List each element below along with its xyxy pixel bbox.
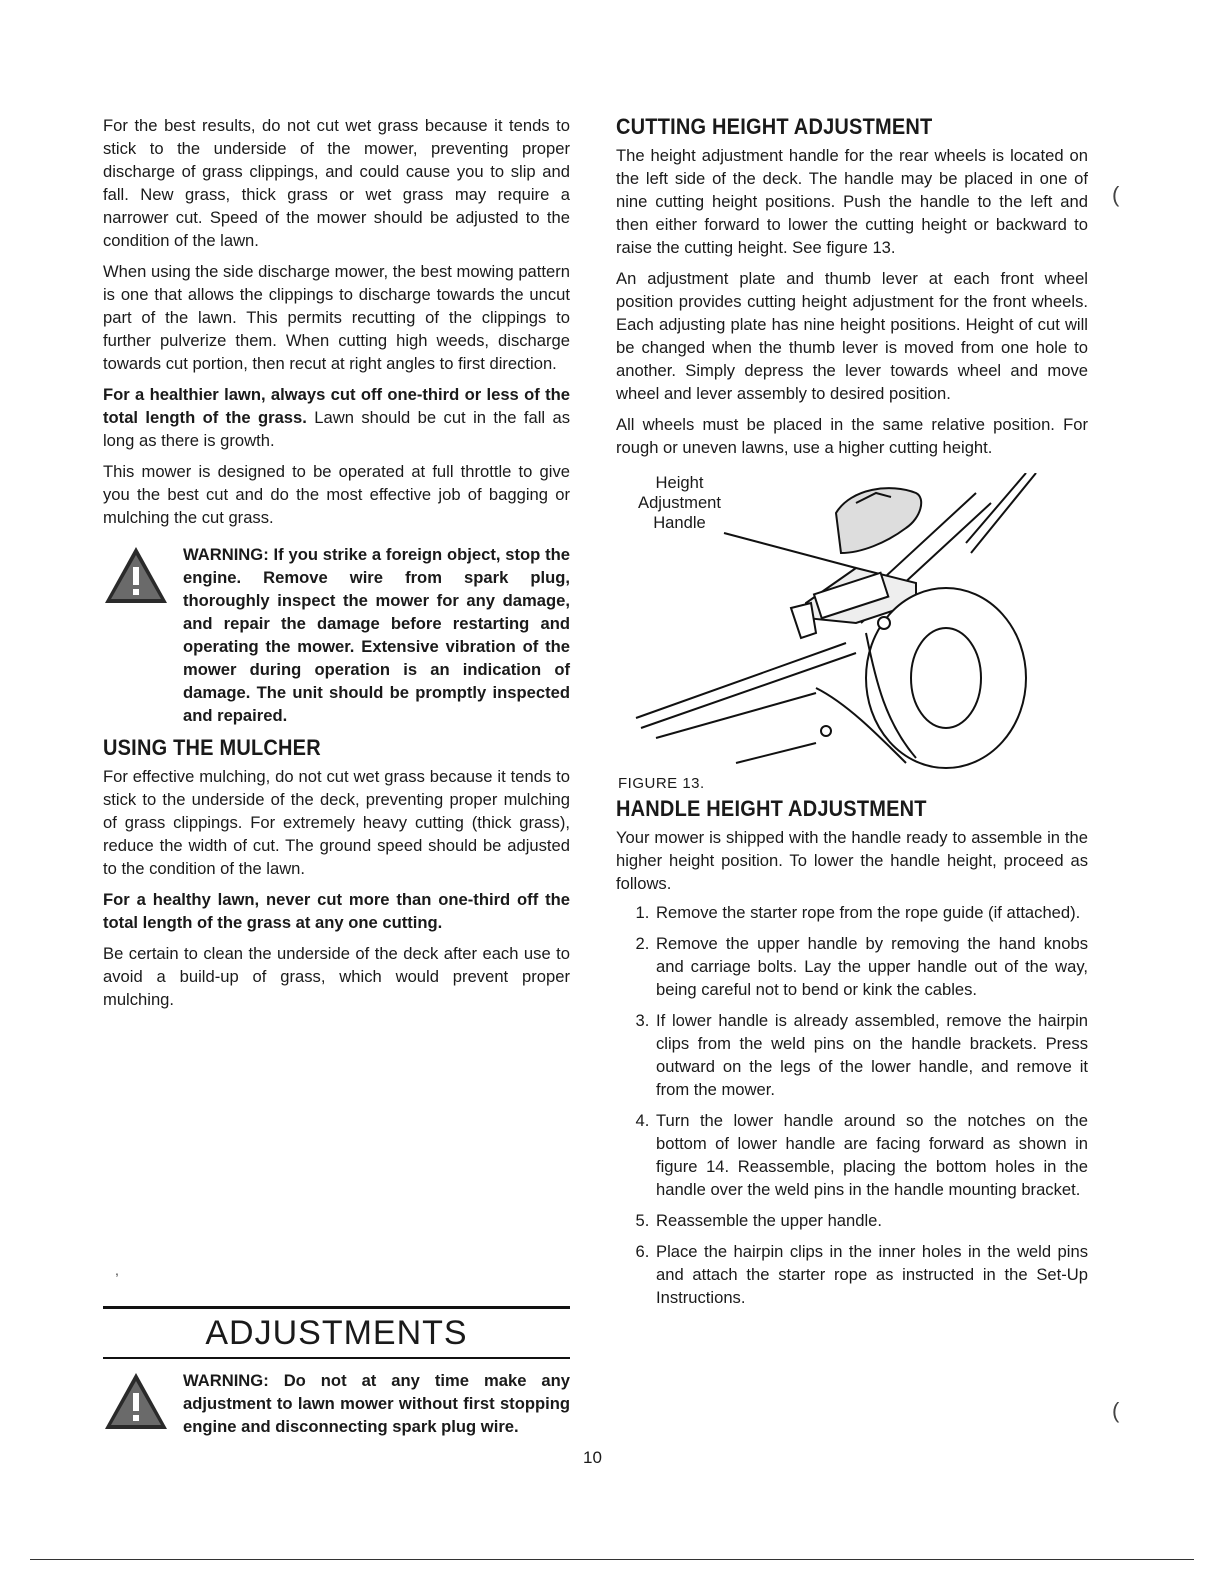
scan-mark-tick: , (115, 1262, 119, 1278)
right-column (616, 114, 1088, 1317)
paragraph-handle-shipped: Your mower is shipped with the handle ready to assemble in the higher height position. To lower the handle height, proceed as follows. (616, 828, 1088, 893)
left-column (103, 114, 570, 1019)
adjustments-title: ADJUSTMENTS (205, 1314, 468, 1352)
warning-triangle-icon (103, 1371, 169, 1431)
figure-label-height: Height (655, 473, 704, 492)
paragraph-mowing-pattern: When using the side discharge mower, the best mowing pattern is one that allows the clippings to discharge towards the uncut part of the lawn. This permits recutting of the clippings to further pulverize them. When cutting high weeds, discharge towards cut portion, then recut at right angles to first direction. (103, 262, 570, 373)
list-item: 4. Turn the lower handle around so the notches on the bottom of lower handle are facing forward as shown in figure 14. Reassemble, placing the bottom holes in the handle over the weld pins in the handle mounting bracket. (654, 1109, 1088, 1201)
paragraph-rear-wheel-handle: The height adjustment handle for the rear wheels is located on the left side of the deck. The handle may be placed in one of nine cutting height positions. Push the handle to the left and then either forward to lower the cutting height or backward to raise the cutting height. See figure 13. (616, 146, 1088, 257)
figure-label-handle: Handle (653, 513, 706, 532)
list-item: 5. Reassemble the upper handle. (654, 1209, 1088, 1232)
list-item: 1. Remove the starter rope from the rope guide (if attached). (654, 901, 1088, 924)
heading-using-the-mulcher: USING THE MULCHER (103, 736, 321, 761)
heading-handle-height-adjustment: HANDLE HEIGHT ADJUSTMENT (616, 797, 927, 822)
paragraph-effective-mulching: For effective mulching, do not cut wet grass because it tends to stick to the underside of the deck, preventing proper mulching of grass clippings. For extremely heavy cutting (thick grass), reduce the width of cut. The ground speed should be adjusted to the condition of the lawn. (103, 767, 570, 878)
list-item: 3. If lower handle is already assembled, remove the hairpin clips from the weld pins on the handle brackets. Press outward on the legs of the lower handle, and remove it from the mower. (654, 1009, 1088, 1101)
paragraph-front-wheel-plate: An adjustment plate and thumb lever at each front wheel position provides cutting height adjustment for the front wheels. Each adjusting plate has nine height positions. Height of cut will be changed when the thumb lever is moved from one hole to another. Simply depress the lever towards wheel and move wheel and lever assembly to desired position. (616, 269, 1088, 403)
warning-foreign-object-text: WARNING: If you strike a foreign object, stop the engine. Remove wire from spark plug, thoroughly inspect the mower for any damage, and repair the damage before restarting and operating the mower. Extensive vibration of the mower during operation is an indication of damage. The unit should be promptly inspected and repaired. (183, 545, 570, 725)
scan-mark-bracket: ( (1112, 1398, 1120, 1423)
figure-caption: FIGURE 13. (618, 775, 705, 792)
mower-wheel-illustration (616, 473, 1076, 773)
healthier-lawn-bold: For a healthier lawn, always cut off one-third or less of the total length of the grass. (103, 385, 570, 427)
handle-steps-list (616, 901, 1088, 1309)
adjustments-section (103, 1306, 570, 1446)
paragraph-wet-grass: For the best results, do not cut wet grass because it tends to stick to the underside of the mower, preventing proper discharge of grass clippings, and could cause you to slip and fall. New grass, thick grass or wet grass may require a narrower cut. Speed of the mower should be adjusted to the condition of the lawn. (103, 116, 570, 250)
figure-13 (616, 473, 1076, 773)
figure-label-adjustment: Adjustment (638, 493, 722, 512)
adjustments-bottom-rule (103, 1357, 570, 1359)
healthier-lawn-rest: Lawn should be cut in the fall as long as there is growth. (103, 408, 571, 450)
warning-foreign-object (103, 543, 570, 727)
list-item: 6. Place the hairpin clips in the inner holes in the weld pins and attach the starter rope as instructed in the Set-Up Instructions. (654, 1240, 1088, 1309)
paragraph-clean-underside: Be certain to clean the underside of the deck after each use to avoid a build-up of grass, which would prevent proper mulching. (103, 944, 570, 1009)
warning-triangle-icon (103, 545, 169, 605)
paragraph-full-throttle: This mower is designed to be operated at full throttle to give you the best cut and do the most effective job of bagging or mulching the cut grass. (103, 462, 570, 527)
paragraph-healthier-lawn (103, 383, 570, 452)
paragraph-healthy-lawn: For a healthy lawn, never cut more than one-third off the total length of the grass at any one cutting. (103, 890, 570, 932)
list-item: 2. Remove the upper handle by removing the hand knobs and carriage bolts. Lay the upper handle out of the way, being careful not to bend or kink the cables. (654, 932, 1088, 1001)
paragraph-all-wheels: All wheels must be placed in the same relative position. For rough or uneven lawns, use a higher cutting height. (616, 415, 1088, 457)
scan-mark-bracket: ( (1112, 182, 1120, 207)
page-number: 10 (583, 1448, 602, 1467)
warning-adjustment (103, 1369, 570, 1438)
bottom-border-line (30, 1559, 1194, 1560)
heading-cutting-height-adjustment: CUTTING HEIGHT ADJUSTMENT (616, 115, 933, 140)
warning-adjustment-text: WARNING: Do not at any time make any adjustment to lawn mower without first stopping engine and disconnecting spark plug wire. (183, 1371, 570, 1436)
